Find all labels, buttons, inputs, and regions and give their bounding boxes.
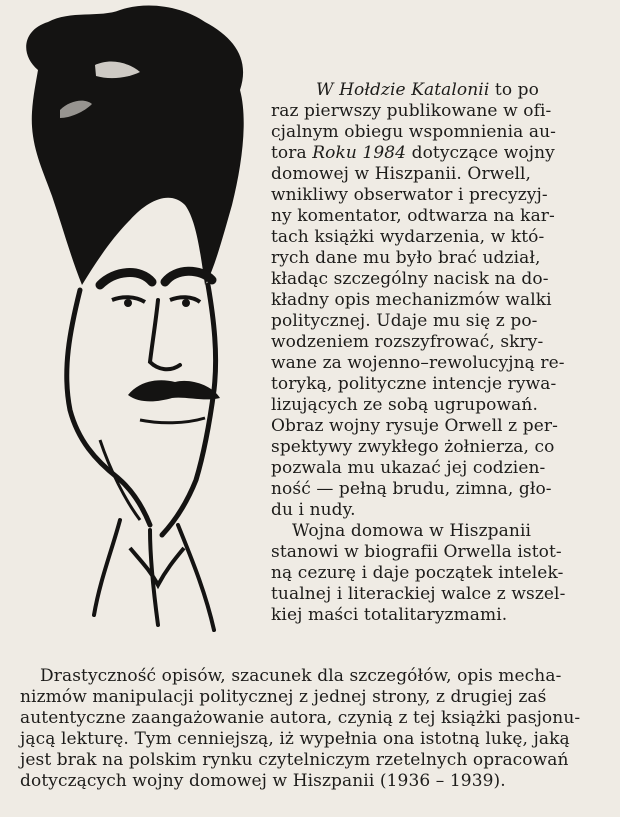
text-line: Wojna domowa w Hiszpanii — [292, 521, 532, 541]
text-line: cjalnym obiegu wspomnienia au- — [271, 122, 557, 142]
text-line: tualnej i literackiej walce z wszel- — [271, 584, 566, 604]
caricature-face-outline — [67, 285, 216, 535]
caricature-nose — [150, 300, 180, 369]
text-line: lizujących ze sobą ugrupowań. — [271, 395, 538, 415]
text-line: dotyczących wojny domowej w Hiszpanii (1936 – 1939). — [20, 771, 506, 791]
text-line: spektywy zwykłego żołnierza, co — [271, 437, 555, 457]
text-line: autentyczne zaangażowanie autora, czynią z tej książki pasjonu- — [20, 708, 581, 728]
caricature-hair — [26, 6, 244, 285]
text-line: pozwala mu ukazać jej codzien- — [271, 458, 546, 478]
text-line: raz pierwszy publikowane w ofi- — [271, 101, 552, 121]
text-line: stanowi w biografii Orwella istot- — [271, 542, 562, 562]
text-line: W Hołdzie Katalonii to po — [316, 80, 539, 100]
text-line: kładąc szczególny nacisk na do- — [271, 269, 549, 289]
text-line: politycznej. Udaje mu się z po- — [271, 311, 538, 331]
text-line: wane za wojenno–rewolucyjną re- — [271, 353, 565, 373]
caricature-mustache — [128, 380, 220, 401]
orwell-caricature-illustration — [0, 0, 300, 640]
text-line: wnikliwy obserwator i precyzyj- — [271, 185, 548, 205]
text-line: domowej w Hiszpanii. Orwell, — [271, 164, 532, 184]
text-line: toryką, polityczne intencje rywa- — [271, 374, 557, 394]
text-line: kiej maści totalitaryzmami. — [271, 605, 508, 625]
text-line: kładny opis mechanizmów walki — [271, 290, 552, 310]
text-line: Obraz wojny rysuje Orwell z per- — [271, 416, 558, 436]
caricature-eyebrows — [100, 271, 212, 285]
text-line: wodzeniem rozszyfrować, skry- — [271, 332, 544, 352]
text-line: Drastyczność opisów, szacunek dla szczegółów, opis mecha- — [40, 666, 562, 686]
text-line: rych dane mu było brać udział, — [271, 248, 541, 268]
text-line: tora Roku 1984 dotyczące wojny — [271, 143, 555, 163]
text-line: du i nudy. — [271, 500, 356, 520]
text-line: jącą lekturę. Tym cenniejszą, iż wypełnia ona istotną lukę, jaką — [20, 729, 570, 749]
text-line: tach książki wydarzenia, w któ- — [271, 227, 545, 247]
text-line: jest brak na polskim rynku czytelniczym rzetelnych opracowań — [20, 750, 569, 770]
text-line: ność — pełną brudu, zimna, gło- — [271, 479, 552, 499]
text-line: ny komentator, odtwarza na kar- — [271, 206, 555, 226]
text-line: ną cezurę i daje początek intelek- — [271, 563, 564, 583]
text-line: nizmów manipulacji politycznej z jednej strony, z drugiej zaś — [20, 687, 547, 707]
